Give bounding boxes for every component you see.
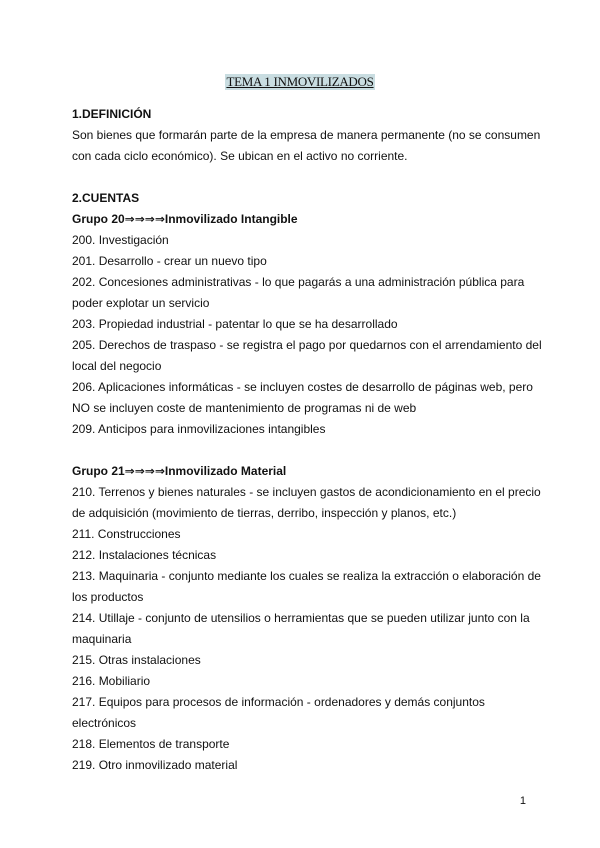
- page-number: 1: [519, 795, 526, 807]
- account-item: 203. Propiedad industrial - patentar lo que se ha desarrollado: [72, 317, 398, 331]
- document-title: TEMA 1 INMOVILIZADOS: [226, 74, 374, 89]
- account-item: 210. Terrenos y bienes naturales - se incluyen gastos de acondicionamiento en el precio de adquisición (movimiento de tierras, derribo, inspección y planos, etc.): [72, 485, 541, 520]
- document-content: [72, 104, 542, 776]
- definition-text: Son bienes que formarán parte de la empresa de manera permanente (no se consumen con cada ciclo económico). Se ubican en el activo no corriente.: [72, 128, 541, 163]
- account-item: 212. Instalaciones técnicas: [72, 548, 217, 562]
- account-item: 216. Mobiliario: [72, 674, 151, 688]
- spacer: [72, 440, 542, 461]
- account-item: 200. Investigación: [72, 233, 169, 247]
- section-heading-cuentas: 2.CUENTAS: [72, 191, 140, 205]
- account-item: 206. Aplicaciones informáticas - se incluyen costes de desarrollo de páginas web, pero NO se incluyen coste de mantenimiento de programas ni de web: [72, 380, 533, 415]
- section-heading-definicion: 1.DEFINICIÓN: [72, 107, 152, 121]
- account-item: 218. Elementos de transporte: [72, 737, 230, 751]
- account-item: 201. Desarrollo - crear un nuevo tipo: [72, 254, 267, 268]
- group-21-title: Grupo 21⇒⇒⇒⇒Inmovilizado Material: [72, 464, 287, 478]
- group-20-list: [72, 230, 542, 440]
- account-item: 202. Concesiones administrativas - lo que pagarás a una administración pública para poder explotar un servicio: [72, 275, 525, 310]
- account-item: 211. Construcciones: [72, 527, 181, 541]
- account-item: 217. Equipos para procesos de información - ordenadores y demás conjuntos electrónicos: [72, 695, 485, 730]
- spacer: [72, 167, 542, 188]
- account-item: 205. Derechos de traspaso - se registra el pago por quedarnos con el arrendamiento del local del negocio: [72, 338, 542, 373]
- group-20-title: Grupo 20⇒⇒⇒⇒Inmovilizado Intangible: [72, 212, 298, 226]
- account-item: 209. Anticipos para inmovilizaciones intangibles: [72, 422, 326, 436]
- account-item: 215. Otras instalaciones: [72, 653, 201, 667]
- group-21-list: [72, 482, 542, 776]
- account-item: 214. Utillaje - conjunto de utensilios o herramientas que se pueden utilizar junto con la maquinaria: [72, 611, 530, 646]
- account-item: 219. Otro inmovilizado material: [72, 758, 238, 772]
- account-item: 213. Maquinaria - conjunto mediante los cuales se realiza la extracción o elaboración de los productos: [72, 569, 541, 604]
- title-wrap: [0, 73, 600, 91]
